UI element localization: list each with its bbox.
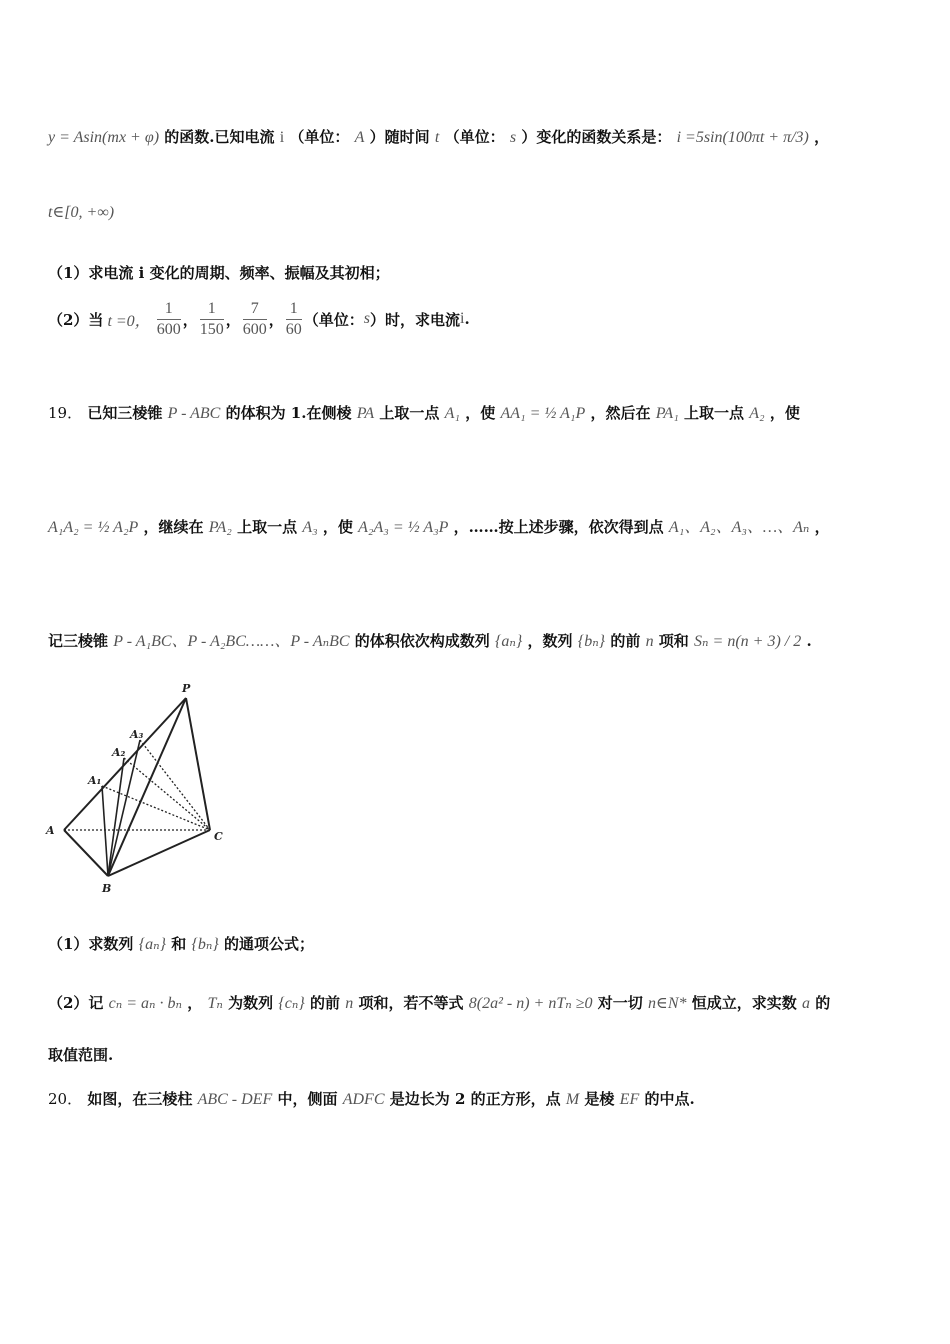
- text: 是边长为 2 的正方形，点: [389, 1090, 561, 1108]
- p19-q1: [48, 933, 910, 954]
- text: ）变化的函数关系是：: [521, 128, 672, 146]
- edge-pa1: PA₁: [655, 405, 679, 422]
- text: 的: [815, 994, 831, 1012]
- fraction: $\frac{1}{150}$: [199, 299, 224, 338]
- text: 和: [171, 935, 187, 953]
- edge-a2c-line: [124, 758, 210, 830]
- text: 的前: [610, 632, 641, 650]
- text: .: [464, 310, 470, 328]
- edge-bc-line: [108, 830, 210, 876]
- p18-q1: （1）求电流 i 变化的周期、频率、振幅及其初相；: [48, 264, 390, 282]
- p19-q2: [48, 992, 910, 1013]
- text: ，使: [769, 404, 800, 422]
- equation: A₂A₃ = ½ A₃P: [358, 519, 449, 536]
- edge-a3c-line: [140, 740, 210, 830]
- p19-line2: [48, 514, 910, 537]
- text: ，使: [465, 404, 496, 422]
- text: ，数列: [527, 632, 573, 650]
- problem-number: 20．: [48, 1090, 83, 1108]
- text: ，: [187, 994, 203, 1012]
- sum-formula: Sₙ = n(n + 3) / 2: [694, 633, 802, 650]
- text: ，: [814, 518, 830, 536]
- edge-pa2: PA₂: [208, 519, 232, 536]
- text: ，: [814, 128, 830, 146]
- label-a2: A₂: [112, 746, 126, 759]
- text: 是棱: [584, 1090, 615, 1108]
- prism-expr: ABC - DEF: [197, 1091, 273, 1108]
- tetra-expr: P - ABC: [167, 405, 221, 422]
- problem-number: 19．: [48, 404, 83, 422]
- text: 上取一点: [237, 518, 298, 536]
- inequality: 8(2a² - n) + nTₙ ≥0: [468, 995, 593, 1012]
- n-set: n∈N*: [647, 995, 687, 1012]
- var-tn: Tₙ: [207, 995, 223, 1012]
- unit-s: s: [509, 129, 517, 146]
- text: ）随时间: [369, 128, 430, 146]
- point-a2: A₂: [749, 405, 765, 422]
- edge-pc-line: [186, 698, 210, 830]
- seq-an: {aₙ}: [138, 936, 166, 953]
- label-a3: A₃: [130, 728, 144, 741]
- text: ，然后在: [590, 404, 651, 422]
- point-sequence: A₁、A₂、A₃、…、Aₙ: [668, 519, 810, 536]
- text: 的体积依次构成数列: [354, 632, 490, 650]
- edge-pa: PA: [356, 405, 375, 422]
- p18-line1: [48, 126, 910, 147]
- var-n: n: [345, 995, 354, 1012]
- text: 上取一点: [683, 404, 744, 422]
- p20-line1: [48, 1088, 910, 1109]
- text: 的函数.已知电流: [164, 128, 275, 146]
- seq-cn: {cₙ}: [278, 995, 305, 1012]
- equation: A₁A₂ = ½ A₂P: [48, 519, 139, 536]
- fraction: $\frac{1}{60}$: [285, 299, 302, 338]
- text: 的体积为 1.在侧棱: [225, 404, 352, 422]
- seq-bn: {bₙ}: [577, 633, 606, 650]
- text: （2）当: [48, 310, 104, 329]
- text: 为数列: [228, 994, 274, 1012]
- tetrahedron-figure: [40, 678, 250, 898]
- seq-bn: {bₙ}: [191, 936, 219, 953]
- t-zero: t =0，: [107, 312, 151, 330]
- label-c: C: [214, 830, 223, 843]
- current-formula: i =5sin(100πt + π/3): [676, 129, 809, 146]
- var-i: i: [460, 310, 465, 327]
- text: ，: [268, 310, 284, 329]
- var-a: a: [801, 995, 810, 1012]
- text: （单位：: [444, 128, 505, 146]
- text: 如图，在三棱柱: [87, 1090, 193, 1108]
- text: （2）记: [48, 994, 104, 1012]
- p18-domain: [48, 202, 910, 222]
- text: 的通项公式；: [223, 935, 314, 953]
- label-a: A: [46, 824, 55, 837]
- text: 的前: [310, 994, 341, 1012]
- face-expr: ADFC: [342, 1091, 385, 1108]
- text: 上取一点: [379, 404, 440, 422]
- text: 恒成立，求实数: [691, 994, 797, 1012]
- label-p: P: [182, 682, 191, 695]
- text: ，……按上述步骤，依次得到点: [453, 518, 664, 536]
- fraction: $\frac{1}{600}$: [156, 299, 181, 338]
- point-m: M: [565, 1091, 580, 1108]
- edge-ef: EF: [619, 1091, 640, 1108]
- edge-ab-line: [64, 830, 108, 876]
- tetra-list: P - A₁BC、P - A₂BC……、P - AₙBC: [113, 633, 350, 650]
- text: ，: [182, 310, 198, 329]
- text: 项和，若不等式: [358, 994, 464, 1012]
- unit-a: A: [354, 129, 365, 146]
- p18-q2: [48, 296, 910, 342]
- text: ，继续在: [143, 518, 204, 536]
- unit-s: s: [363, 310, 370, 327]
- p19-q2-cont: 取值范围.: [48, 1046, 114, 1064]
- cn-def: cₙ = aₙ · bₙ: [108, 995, 183, 1012]
- var-t: t: [434, 129, 440, 146]
- text: ，使: [322, 518, 353, 536]
- text: 已知三棱锥: [87, 404, 163, 422]
- text: 中，侧面: [277, 1090, 338, 1108]
- p19-line1: [48, 402, 910, 423]
- text: ，: [225, 310, 241, 329]
- equation: AA₁ = ½ A₁P: [500, 405, 586, 422]
- point-a3: A₃: [302, 519, 318, 536]
- var-n: n: [645, 633, 654, 650]
- text: 记三棱锥: [48, 632, 109, 650]
- p19-line3: [48, 628, 910, 651]
- text: （单位：: [303, 310, 364, 329]
- func-expr: y = Asin(mx + φ): [48, 129, 160, 146]
- edge-pa-line: [64, 698, 186, 830]
- label-a1: A₁: [88, 774, 102, 787]
- domain-expr: t∈[0, +∞): [48, 204, 115, 221]
- edge-a1b-line: [102, 786, 108, 876]
- text: 项和: [658, 632, 689, 650]
- point-a1: A₁: [444, 405, 460, 422]
- edge-a1c-line: [102, 786, 210, 830]
- seq-an: {aₙ}: [495, 633, 523, 650]
- var-i: i: [279, 129, 285, 146]
- text: 的中点.: [644, 1090, 695, 1108]
- label-b: B: [102, 882, 112, 895]
- text: .: [806, 632, 812, 650]
- text: （1）求数列: [48, 935, 134, 953]
- fraction: $\frac{7}{600}$: [242, 299, 267, 338]
- text: （单位：: [289, 128, 350, 146]
- text: ）时，求电流: [369, 310, 460, 329]
- text: 对一切: [597, 994, 643, 1012]
